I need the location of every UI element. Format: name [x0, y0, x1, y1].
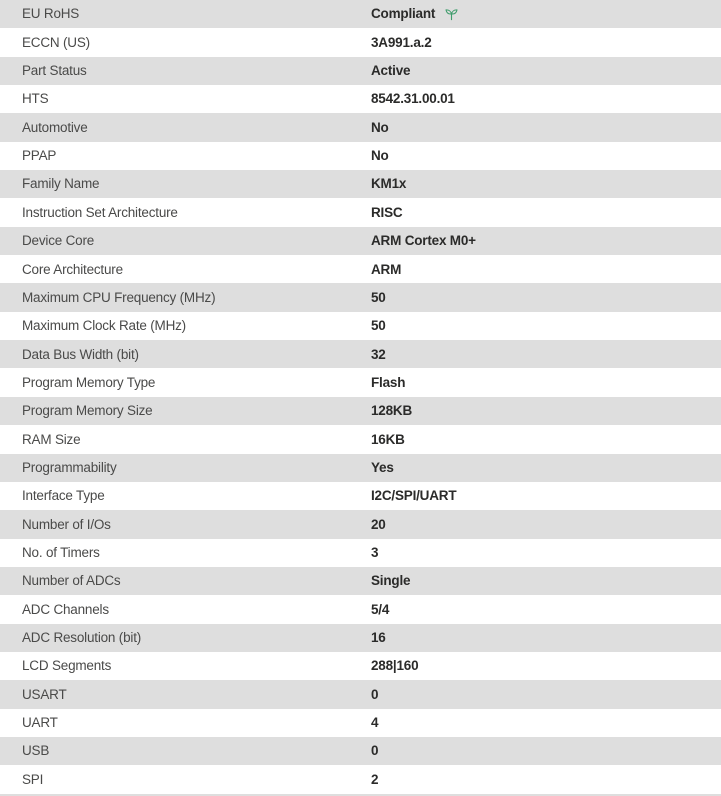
spec-value-text: Single [371, 573, 411, 589]
spec-row [0, 510, 721, 538]
spec-label: SPI [22, 771, 44, 787]
spec-value-text: ARM [371, 261, 402, 277]
eco-leaf-icon[interactable] [444, 7, 459, 22]
spec-value-text: KM1x [371, 176, 407, 192]
spec-label: Part Status [22, 63, 87, 79]
spec-value-text: 2 [371, 771, 379, 787]
spec-row [0, 142, 721, 170]
spec-value-text: 5/4 [371, 601, 390, 617]
spec-row [0, 340, 721, 368]
spec-label: Number of I/Os [22, 516, 111, 532]
spec-value [371, 433, 721, 447]
spec-label: PPAP [22, 148, 57, 164]
spec-value-text: 0 [371, 686, 379, 702]
spec-value [371, 121, 721, 135]
spec-value [371, 64, 721, 78]
spec-label: Device Core [22, 233, 95, 249]
spec-row [0, 397, 721, 425]
spec-label: ECCN (US) [22, 34, 90, 50]
spec-label: ADC Channels [22, 601, 109, 617]
spec-row [0, 425, 721, 453]
spec-label: Core Architecture [22, 261, 123, 277]
spec-value-text: I2C/SPI/UART [371, 488, 457, 504]
spec-value-text: 16KB [371, 431, 405, 447]
spec-row [0, 85, 721, 113]
spec-value [371, 319, 721, 333]
spec-label: USB [22, 743, 50, 759]
spec-label: UART [22, 715, 58, 731]
spec-label: ADC Resolution (bit) [22, 629, 142, 645]
spec-value-text: 288|160 [371, 658, 419, 674]
spec-row [0, 227, 721, 255]
spec-value [371, 92, 721, 106]
spec-row [0, 765, 721, 793]
spec-value-text: Yes [371, 459, 394, 475]
spec-row [0, 624, 721, 652]
spec-row [0, 454, 721, 482]
spec-value [371, 234, 721, 248]
spec-value [371, 7, 721, 22]
spec-value-text: 16 [371, 629, 386, 645]
spec-row [0, 0, 721, 28]
spec-value-text: 20 [371, 516, 386, 532]
spec-label: Program Memory Type [22, 374, 156, 390]
spec-value [371, 659, 721, 673]
spec-value [371, 461, 721, 475]
spec-value [371, 149, 721, 163]
spec-row [0, 482, 721, 510]
spec-row [0, 283, 721, 311]
spec-value [371, 36, 721, 50]
spec-value-text: 0 [371, 743, 379, 759]
spec-label: Automotive [22, 119, 88, 135]
spec-value-text: Compliant [371, 6, 436, 22]
spec-value [371, 631, 721, 645]
spec-row [0, 198, 721, 226]
spec-value-text: 32 [371, 346, 386, 362]
spec-value [371, 546, 721, 560]
spec-row [0, 28, 721, 56]
spec-value [371, 489, 721, 503]
spec-value [371, 716, 721, 730]
spec-value-text: 3A991.a.2 [371, 34, 432, 50]
spec-value [371, 263, 721, 277]
spec-value-text: 50 [371, 318, 386, 334]
spec-value-text: 3 [371, 544, 379, 560]
spec-value [371, 206, 721, 220]
spec-value-text: 50 [371, 289, 386, 305]
spec-value [371, 744, 721, 758]
spec-value-text: ARM Cortex M0+ [371, 233, 476, 249]
spec-value [371, 773, 721, 787]
spec-value-text: 8542.31.00.01 [371, 91, 455, 107]
spec-label: RAM Size [22, 431, 81, 447]
spec-label: Program Memory Size [22, 403, 153, 419]
spec-label: Maximum CPU Frequency (MHz) [22, 289, 216, 305]
spec-label: EU RoHS [22, 6, 80, 22]
spec-value-text: No [371, 148, 389, 164]
spec-label: No. of Timers [22, 544, 100, 560]
spec-label: HTS [22, 91, 49, 107]
spec-row [0, 737, 721, 765]
spec-value-text: 4 [371, 715, 379, 731]
spec-row [0, 595, 721, 623]
spec-row [0, 255, 721, 283]
spec-row [0, 539, 721, 567]
spec-row [0, 680, 721, 708]
spec-value-text: 128KB [371, 403, 413, 419]
spec-value-text: RISC [371, 204, 403, 220]
spec-label: Data Bus Width (bit) [22, 346, 139, 362]
spec-label: Programmability [22, 459, 117, 475]
spec-value-text: Active [371, 63, 411, 79]
spec-value [371, 688, 721, 702]
spec-row [0, 170, 721, 198]
spec-value [371, 518, 721, 532]
spec-label: Family Name [22, 176, 100, 192]
spec-label: Interface Type [22, 488, 105, 504]
spec-label: Maximum Clock Rate (MHz) [22, 318, 186, 334]
spec-row [0, 368, 721, 396]
spec-label: LCD Segments [22, 658, 112, 674]
spec-row [0, 567, 721, 595]
spec-value [371, 177, 721, 191]
spec-value-text: Flash [371, 374, 406, 390]
spec-value [371, 574, 721, 588]
spec-label: USART [22, 686, 67, 702]
spec-row [0, 312, 721, 340]
spec-value [371, 603, 721, 617]
spec-row [0, 652, 721, 680]
spec-label: Number of ADCs [22, 573, 121, 589]
spec-value [371, 291, 721, 305]
spec-value [371, 376, 721, 390]
spec-row [0, 57, 721, 85]
spec-row [0, 709, 721, 737]
spec-value [371, 348, 721, 362]
spec-row [0, 113, 721, 141]
spec-value-text: No [371, 119, 389, 135]
spec-label: Instruction Set Architecture [22, 204, 178, 220]
spec-value [371, 404, 721, 418]
